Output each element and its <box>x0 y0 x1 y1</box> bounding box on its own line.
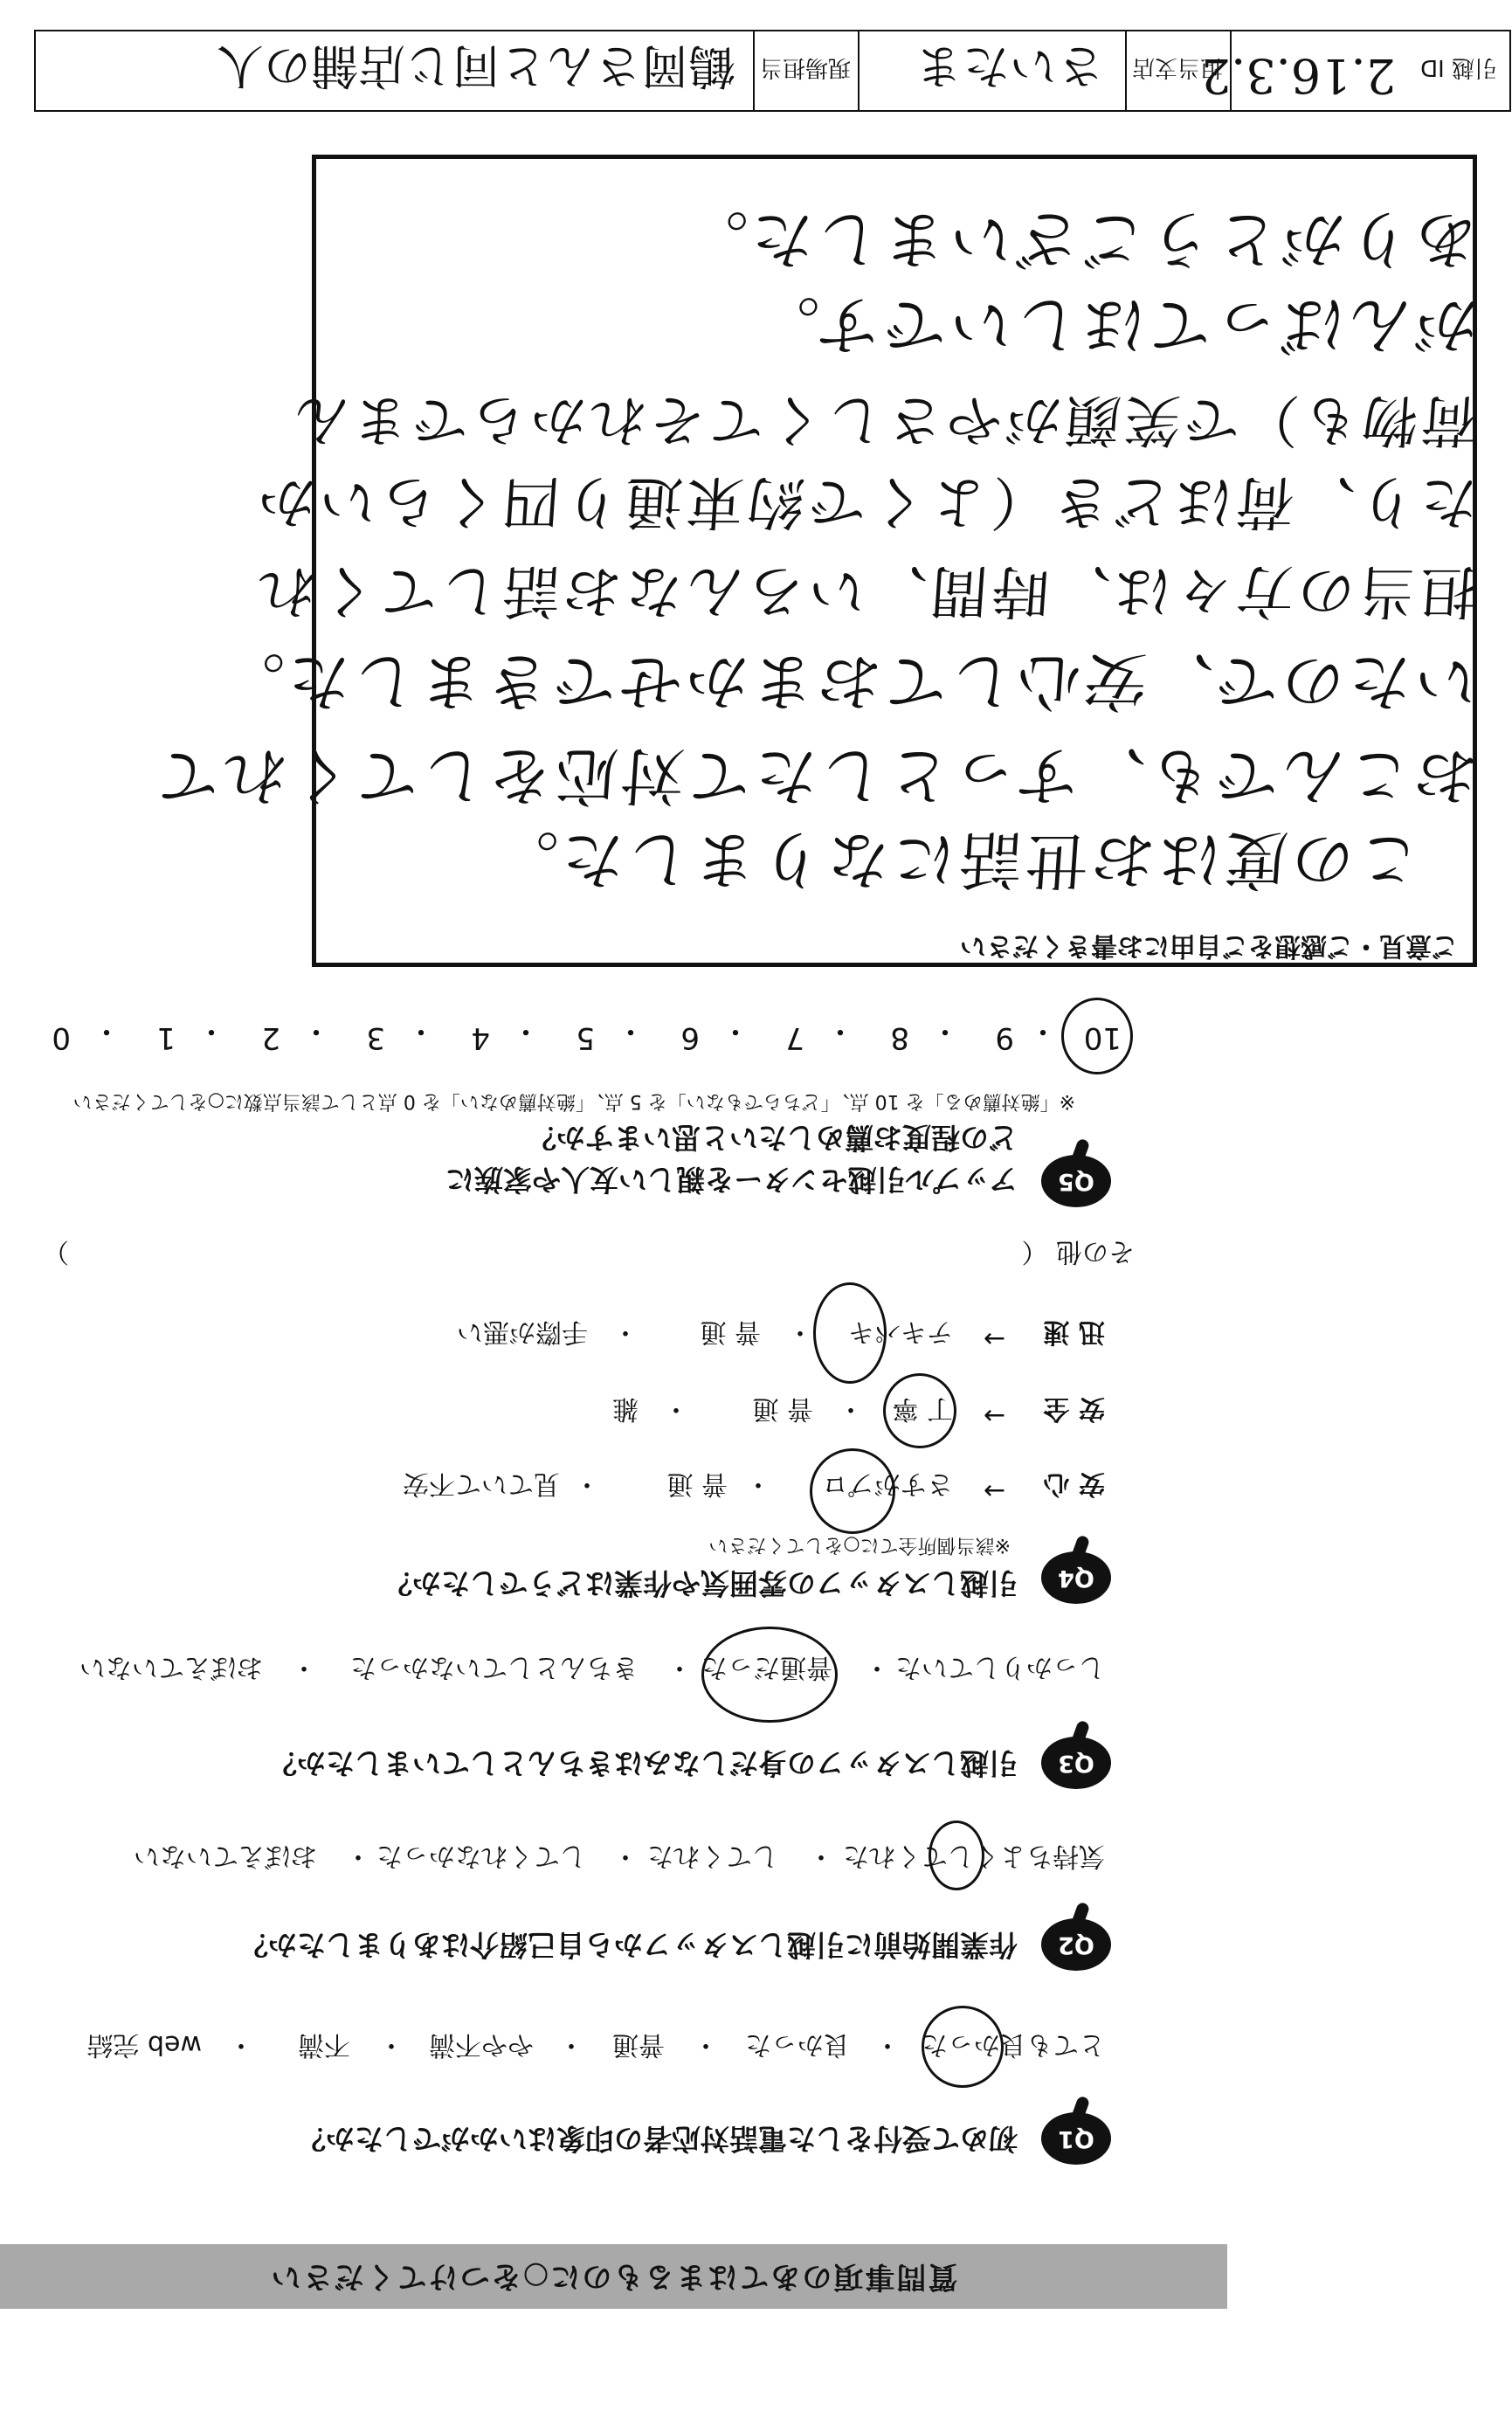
q1-badge: Q1 <box>1041 2112 1111 2165</box>
q5-score-10[interactable]: 10 <box>1083 1020 1122 1055</box>
q2-option-did-not[interactable]: してくれなかった <box>376 1841 586 1871</box>
id-table <box>34 30 1511 112</box>
q4-option-clumsy[interactable]: 手際が悪い <box>457 1316 588 1347</box>
separator: ・ <box>406 1013 436 1048</box>
leader-value: 鶴岡さんと同じ店舗の人 <box>217 38 735 93</box>
q4-option-careful[interactable]: 丁 寧 <box>892 1393 953 1424</box>
leader-label-cell <box>753 31 858 110</box>
q1-option-very-good[interactable]: とても良かった <box>922 2029 1105 2060</box>
comment-line: 荷物も）で笑顔がやさしくてそれからでまん <box>287 387 1481 452</box>
q4-option-anxious[interactable]: 見ていて不安 <box>403 1468 560 1499</box>
move-id-label: 引越 ID <box>1420 54 1497 80</box>
q5-note: ※「絶対薦める」を 10 点、「どちらでもない」を 5 点、「絶対薦めない」を 0 点として該当点数に○をしてください <box>72 1090 1075 1112</box>
separator: ・ <box>301 1013 331 1048</box>
instruction-banner <box>0 2244 1227 2309</box>
q4-other-label: その他 （ <box>1021 1236 1135 1267</box>
q4-option-brisk[interactable]: テキパキ <box>848 1316 953 1347</box>
q5-answer-circle <box>1061 998 1133 1074</box>
comment-line: この度はお世話になりました。 <box>488 823 1424 896</box>
q5-score-5[interactable]: 5 <box>576 1020 595 1055</box>
q4-question: 引越しスタッフの雰囲気や作業はどうでしたか？ <box>383 1566 1018 1600</box>
q1-question: 初めて受付をした電話対応者の印象はいかがでしたか？ <box>297 2122 1018 2156</box>
q5-score-2[interactable]: 2 <box>261 1020 280 1055</box>
separator: ・ <box>345 1841 371 1871</box>
separator: ・ <box>1028 1013 1058 1048</box>
instruction-banner-text: 質問事項のあてはまるものに○をつけてください <box>269 2259 958 2294</box>
separator: ・ <box>92 1013 121 1048</box>
q1-option-dissatisfied[interactable]: 不満 <box>298 2029 350 2060</box>
q5-score-9[interactable]: 9 <box>995 1020 1014 1055</box>
separator: ・ <box>787 1316 813 1347</box>
separator: ・ <box>808 1841 834 1871</box>
q5-score-7[interactable]: 7 <box>785 1020 804 1055</box>
q1-option-good[interactable]: 良かった <box>745 2029 850 2060</box>
q3-option-neat[interactable]: しっかりしていた <box>895 1652 1105 1682</box>
separator: ・ <box>612 1316 639 1347</box>
separator: ・ <box>721 1013 750 1048</box>
q4-jinsoku-circle <box>813 1282 887 1384</box>
q4-option-rough[interactable]: 雑 <box>612 1393 639 1424</box>
q1-option-normal[interactable]: 普通 <box>612 2029 665 2060</box>
q5-badge: Q5 <box>1041 1155 1111 1207</box>
q3-option-dont-remember[interactable]: おぼえていない <box>79 1652 263 1682</box>
q2-option-did[interactable]: してくれた <box>647 1841 778 1871</box>
comment-line: ありがとうございました。 <box>678 203 1481 276</box>
q5-question-line2: どの程度お薦めしたいと思いますか？ <box>528 1121 1018 1155</box>
comment-line: 担当の方々は、時間、いろんなお話してくれ <box>252 557 1481 625</box>
q4-badge: Q4 <box>1041 1551 1111 1604</box>
separator: ・ <box>930 1013 960 1048</box>
q1-option-web[interactable]: web 完結 <box>86 2029 202 2060</box>
q5-score-4[interactable]: 4 <box>471 1020 490 1055</box>
separator: ・ <box>228 2029 254 2060</box>
arrow-icon: → <box>983 1475 1005 1506</box>
separator: ・ <box>291 1652 317 1682</box>
q2-answer-circle <box>929 1820 984 1890</box>
separator: ・ <box>663 1393 689 1424</box>
branch-value: さいたま <box>915 38 1104 93</box>
q5-score-0[interactable]: 0 <box>52 1020 71 1055</box>
separator: ・ <box>693 2029 719 2060</box>
q3-badge: Q3 <box>1041 1737 1111 1789</box>
q3-answer-circle <box>701 1627 838 1723</box>
q4-option-normal[interactable]: 普 通 <box>700 1316 761 1347</box>
q2-option-pleasant[interactable]: 気持ちよくしてくれた <box>843 1841 1105 1871</box>
separator: ・ <box>574 1468 600 1499</box>
q4-option-normal[interactable]: 普 通 <box>666 1468 728 1499</box>
arrow-icon: → <box>983 1323 1005 1354</box>
separator: ・ <box>874 2029 901 2060</box>
separator: ・ <box>558 2029 584 2060</box>
move-id-cell <box>1200 31 1509 110</box>
separator: ・ <box>745 1468 771 1499</box>
comment-box[interactable] <box>150 155 1481 967</box>
arrow-icon: → <box>983 1400 1005 1431</box>
q5-score-1[interactable]: 1 <box>156 1020 176 1055</box>
separator: ・ <box>864 1652 890 1682</box>
branch-label: 担当支店 <box>1131 54 1223 80</box>
q3-option-normal[interactable]: 普通だった <box>701 1652 832 1682</box>
leader-value-cell <box>36 31 753 110</box>
q4-other-close: ） <box>43 1236 69 1267</box>
comment-line: いたので、安心しておまかせできました。 <box>214 645 1481 718</box>
separator: ・ <box>197 1013 226 1048</box>
branch-label-cell <box>1125 31 1230 110</box>
comment-title: ご意見・ご感想をご自由にお書きください <box>960 930 1458 961</box>
q2-question: 作業開始前に引越しスタッフから自己紹介はありましたか？ <box>239 1928 1018 1962</box>
comment-line: おこんでも、すっとしたて対応をしてくれて <box>150 739 1481 812</box>
q4-anshin-circle <box>810 1448 895 1534</box>
q2-badge: Q2 <box>1041 1918 1111 1971</box>
q4-anzen-circle <box>883 1373 956 1448</box>
q5-score-6[interactable]: 6 <box>680 1020 700 1055</box>
separator: ・ <box>838 1393 864 1424</box>
separator: ・ <box>825 1013 855 1048</box>
q4-option-normal[interactable]: 普 通 <box>752 1393 813 1424</box>
q5-question-line1: アップル引越センターを親しい友人や家族に <box>445 1163 1018 1197</box>
branch-value-cell <box>858 31 1125 110</box>
q4-row-label: 迅 速 <box>1043 1316 1105 1347</box>
separator: ・ <box>616 1013 646 1048</box>
q1-option-somewhat-dissatisfied[interactable]: やや不満 <box>429 2029 534 2060</box>
q4-note: ※該当個所全てに○をしてください <box>708 1534 1011 1556</box>
separator: ・ <box>511 1013 541 1048</box>
q2-option-dont-remember[interactable]: おぼえていない <box>134 1841 317 1871</box>
q4-row-label: 安 全 <box>1043 1393 1105 1424</box>
separator: ・ <box>666 1652 693 1682</box>
comment-line: たり、荷ほどき（よくで約束通り四くらいか <box>252 468 1481 535</box>
q3-option-not-neat[interactable]: きちんとしていなかった <box>350 1652 639 1682</box>
q5-score-3[interactable]: 3 <box>366 1020 385 1055</box>
separator: ・ <box>378 2029 404 2060</box>
q4-option-professional[interactable]: さすがプロ <box>822 1468 953 1499</box>
q1-answer-circle <box>922 2006 1004 2088</box>
q4-row-label: 安 心 <box>1043 1468 1105 1499</box>
separator: ・ <box>612 1841 639 1871</box>
q5-score-8[interactable]: 8 <box>890 1020 909 1055</box>
leader-label: 現場担当 <box>759 54 851 80</box>
comment-line: がんばってほしいです。 <box>749 288 1481 362</box>
q3-question: 引越しスタッフの身だしなみはきちんとしていましたか？ <box>268 1746 1018 1780</box>
move-id-value: 2.16.3.2 <box>1200 48 1396 103</box>
